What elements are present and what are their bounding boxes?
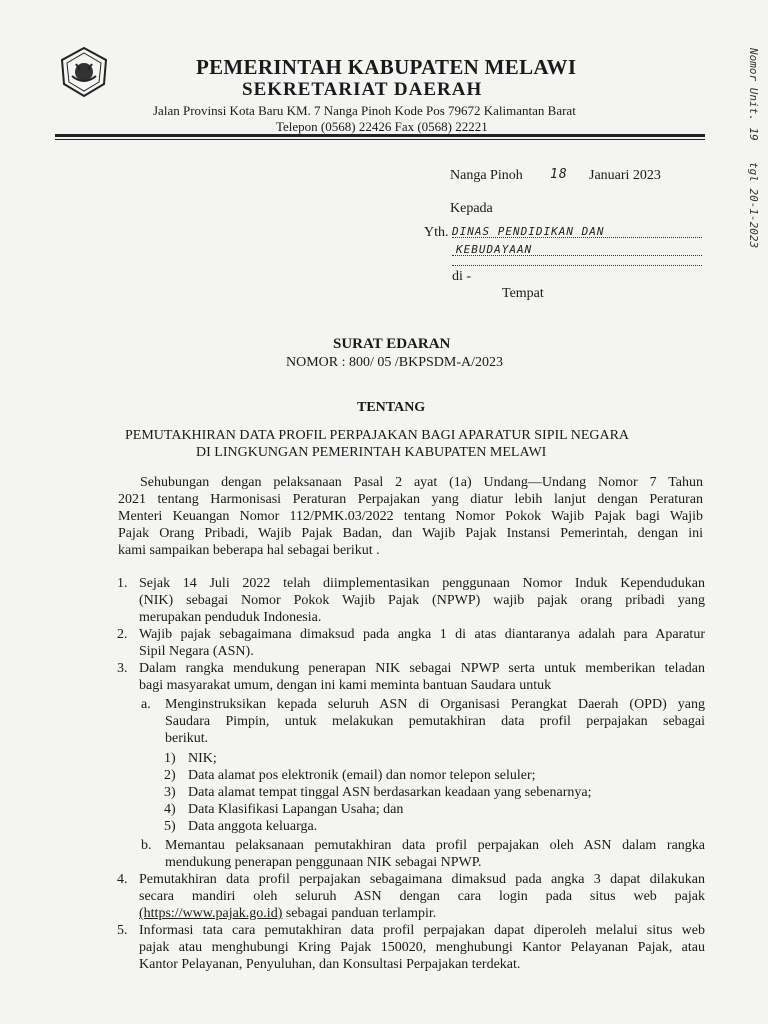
item-line: Informasi tata cara pemutakhiran data profil perpajakan dapat diperoleh melalui situs web	[139, 923, 705, 938]
recipient-name-2: KEBUDAYAAN	[456, 243, 533, 256]
regency-logo	[58, 46, 110, 98]
item-line-tail: sebagai panduan terlampir.	[282, 906, 437, 921]
recipient-line-2	[452, 240, 702, 256]
subject-line-2: DI LINGKUNGAN PEMERINTAH KABUPATEN MELAWI	[196, 445, 547, 460]
list-number: 3)	[164, 785, 176, 800]
sub-item-line: mendukung penerapan penggunaan NIK sebagai NPWP.	[165, 855, 482, 870]
tempat-label: Tempat	[502, 286, 544, 301]
list-item	[164, 801, 684, 818]
list-number: 4)	[164, 802, 176, 817]
kepada-label: Kepada	[450, 201, 493, 216]
letterhead-phone: Telepon (0568) 22426 Fax (0568) 22221	[276, 119, 488, 134]
intro-line: kami sampaikan beberapa hal sebagai berikut .	[118, 543, 380, 558]
sub-list	[164, 750, 684, 835]
letterhead-rule-thin	[55, 139, 705, 140]
list-number: 1)	[164, 751, 176, 766]
yth-label: Yth.	[424, 225, 449, 240]
doc-heading: SURAT EDARAN	[333, 336, 451, 352]
intro-line: Menteri Keuangan Nomor 112/PMK.03/2022 tentang Nomor Pokok Wajib Pajak bagi Wajib	[118, 509, 703, 524]
item-line: merupakan penduduk Indonesia.	[139, 610, 322, 625]
list-text: NIK;	[188, 751, 217, 766]
letterhead-address: Jalan Provinsi Kota Baru KM. 7 Nanga Pinoh Kode Pos 79672 Kalimantan Barat	[153, 103, 576, 118]
intro-line: 2021 tentang Harmonisasi Peraturan Perpajakan yang diatur lebih lanjut dengan Peraturan	[118, 492, 703, 507]
item-1	[117, 575, 705, 626]
item-line: bagi masyarakat umum, dengan ini kami meminta bantuan Saudara untuk	[139, 678, 552, 693]
list-number: 5)	[164, 819, 176, 834]
item-line: Sipil Negara (ASN).	[139, 644, 254, 659]
item-5	[117, 922, 705, 973]
item-number: 2.	[117, 627, 128, 642]
item-number: 1.	[117, 576, 128, 591]
sub-item-label: a.	[141, 697, 151, 712]
list-text: Data anggota keluarga.	[188, 819, 318, 834]
letter-day: 18	[550, 167, 568, 182]
tentang-label: TENTANG	[357, 400, 426, 415]
margin-note-unit: Nomor Unit. 19	[747, 48, 760, 141]
item-line: secara mandiri oleh seluruh ASN dengan cara login pada situs web pajak	[139, 889, 705, 904]
item-line: (NIK) sebagai Nomor Pokok Wajib Pajak (NPWP) wajib pajak orang pribadi yang	[139, 593, 705, 608]
recipient-line-3	[452, 258, 702, 266]
list-item	[164, 750, 684, 767]
list-text: Data Klasifikasi Lapangan Usaha; dan	[188, 802, 404, 817]
item-2	[117, 626, 705, 660]
letterhead-line1: PEMERINTAH KABUPATEN MELAWI	[196, 55, 577, 79]
item-number: 4.	[117, 872, 128, 887]
item-line: Kantor Pelayanan, Penyuluhan, dan Konsultasi Perpajakan terdekat.	[139, 957, 521, 972]
doc-number: NOMOR : 800/ 05 /BKPSDM-A/2023	[286, 355, 504, 370]
list-text: Data alamat tempat tinggal ASN berdasarkan keadaan yang sebenarnya;	[188, 785, 592, 800]
item-number: 5.	[117, 923, 128, 938]
item-line: Wajib pajak sebagaimana dimaksud pada angka 1 di atas diantaranya adalah para Aparatur	[139, 627, 705, 642]
di-label: di -	[452, 269, 472, 284]
item-line: pajak atau menghubungi Kring Pajak 150020, menghubungi Kantor Pelayanan Pajak, atau	[139, 940, 705, 955]
item-3	[117, 660, 705, 694]
recipient-line-1	[452, 222, 702, 238]
intro-line: Sehubungan dengan pelaksanaan Pasal 2 ayat (1a) Undang—Undang Nomor 7 Tahun	[140, 475, 703, 490]
subject-line-1: PEMUTAKHIRAN DATA PROFIL PERPAJAKAN BAGI APARATUR SIPIL NEGARA	[125, 428, 630, 443]
sub-item-line: Menginstruksikan kepada seluruh ASN di Organisasi Perangkat Daerah (OPD) yang	[165, 697, 705, 712]
list-number: 2)	[164, 768, 176, 783]
letterhead-rule-thick	[55, 134, 705, 137]
list-item	[164, 818, 684, 835]
intro-paragraph	[118, 474, 703, 559]
list-item	[164, 784, 684, 801]
item-4	[117, 871, 705, 922]
pajak-website-link[interactable]: (https://www.pajak.go.id)	[139, 906, 283, 921]
item-number: 3.	[117, 661, 128, 676]
intro-line: Pajak Orang Pribadi, Wajib Pajak Badan, dan Wajib Pajak Instansi Pemerintah, dengan ini	[118, 526, 703, 541]
place-label: Nanga Pinoh	[450, 168, 523, 183]
recipient-name-1: DINAS PENDIDIKAN DAN	[452, 225, 605, 238]
item-line	[139, 905, 705, 922]
sub-item-line: berikut.	[165, 731, 209, 746]
list-text: Data alamat pos elektronik (email) dan nomor telepon seluler;	[188, 768, 536, 783]
sub-item-line: Memantau pelaksanaan pemutakhiran data profil perpajakan oleh ASN dalam rangka	[165, 838, 705, 853]
item-line: Pemutakhiran data profil perpajakan sebagaimana dimaksud pada angka 3 dapat dilakukan	[139, 872, 705, 887]
item-line: Dalam rangka mendukung penerapan NIK sebagai NPWP serta untuk memberikan teladan	[139, 661, 705, 676]
sub-item-b	[141, 837, 705, 871]
letter-month-year: Januari 2023	[589, 168, 661, 183]
letterhead-line2: SEKRETARIAT DAERAH	[242, 79, 483, 100]
sub-item-a	[141, 696, 705, 747]
item-line: Sejak 14 Juli 2022 telah diimplementasikan penggunaan Nomor Induk Kependudukan	[139, 576, 705, 591]
sub-item-label: b.	[141, 838, 152, 853]
sub-item-line: Saudara Pimpin, untuk melakukan pemutakhiran data profil perpajakan sebagai	[165, 714, 705, 729]
list-item	[164, 767, 684, 784]
margin-note-date: tgl 20-1-2023	[747, 162, 760, 249]
